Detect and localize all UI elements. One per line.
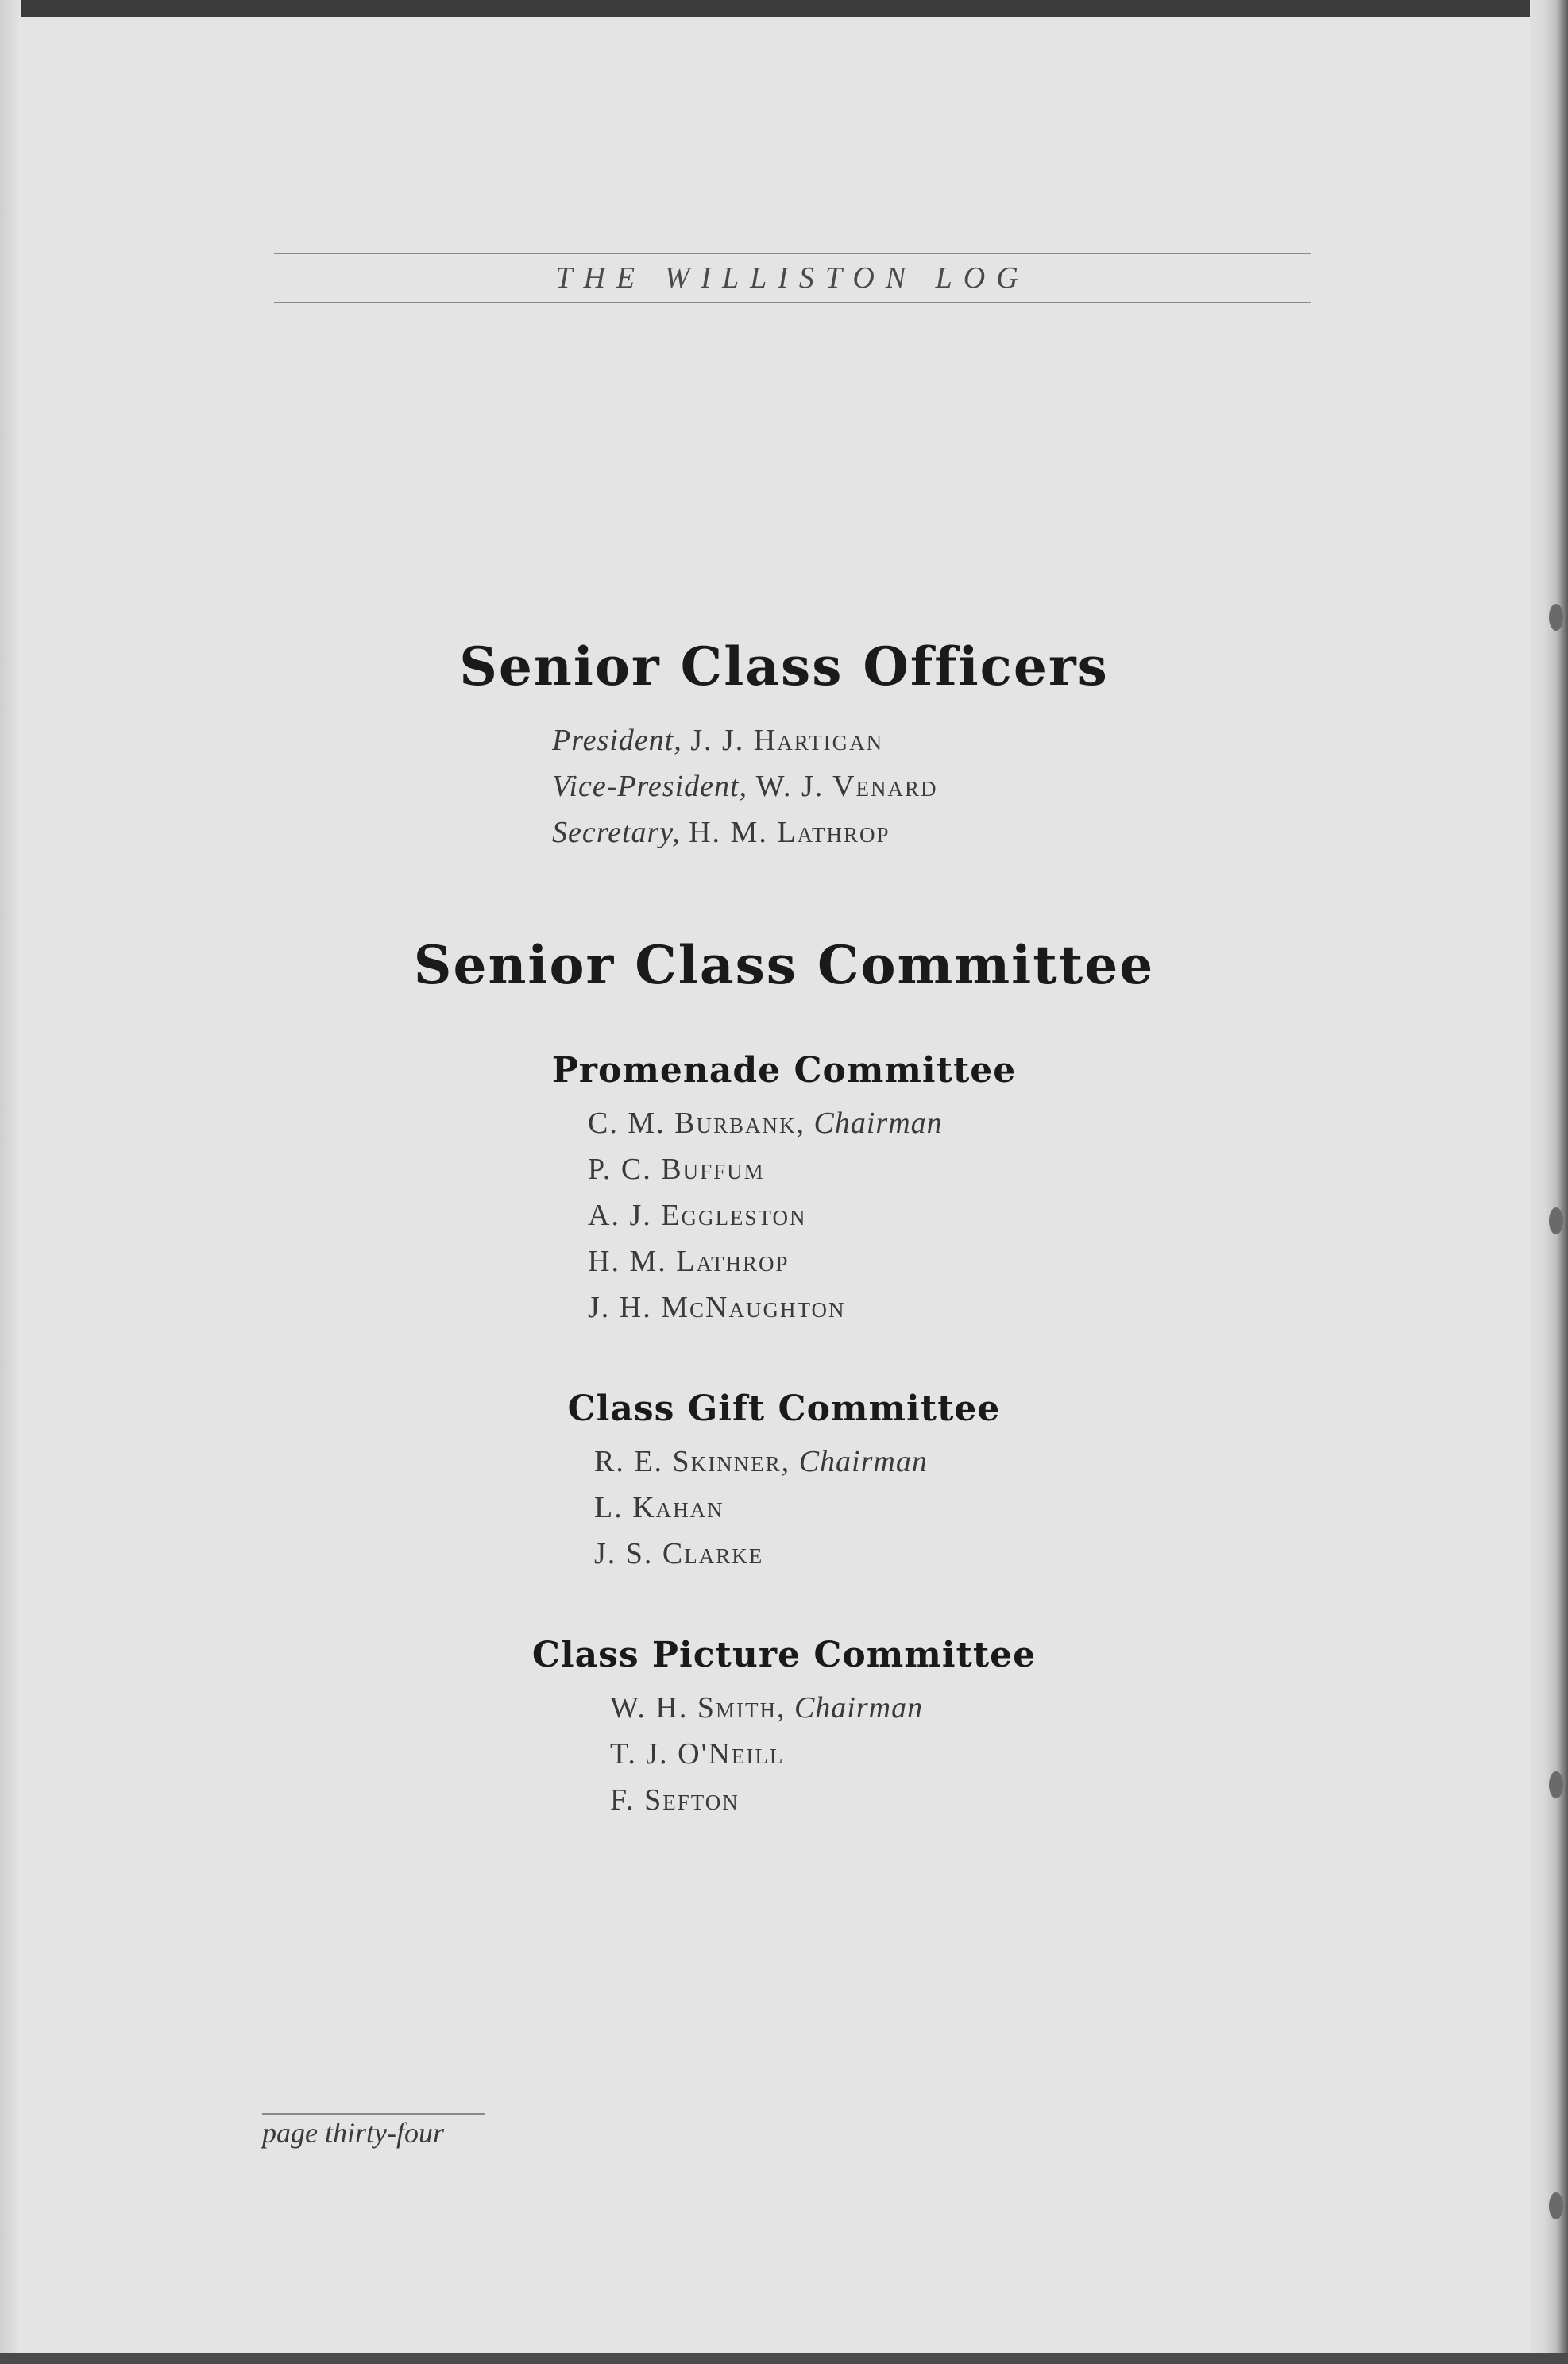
binding-hole [1549,1771,1563,1798]
committee-member: T. J. O'Neill [610,1737,785,1771]
officer-name: W. J. Venard [755,770,938,803]
gift-chair [594,1444,928,1479]
scan-border-left [0,0,21,2364]
page-edge [1530,0,1568,2364]
committee-member: H. M. Lathrop [588,1245,790,1278]
running-head-title: THE WILLISTON LOG [555,261,1029,295]
officer-role: Secretary, [552,816,681,849]
officer-row [552,815,890,850]
promenade-chair [588,1106,943,1141]
committee-member: F. Sefton [610,1783,740,1817]
promenade-heading: Promenade Committee [551,1050,1017,1091]
officer-role: President, [552,724,682,757]
binding-hole [1549,2192,1563,2219]
binding-hole [1549,1207,1563,1234]
officer-row [552,769,937,804]
committee-member: J. H. McNaughton [588,1291,846,1324]
officer-name: H. M. Lathrop [689,816,890,849]
chair-name: R. E. Skinner, [594,1445,791,1478]
officer-role: Vice-President, [552,770,748,803]
chair-role: Chairman [794,1691,924,1725]
officer-name: J. J. Hartigan [690,724,884,757]
chair-role: Chairman [798,1445,928,1478]
chair-name: W. H. Smith, [610,1691,786,1725]
page-number: page thirty-four [262,2117,444,2149]
picture-heading: Class Picture Committee [531,1635,1037,1675]
running-head [274,253,1311,303]
chair-name: C. M. Burbank, [588,1107,805,1140]
committee-member: A. J. Eggleston [588,1199,807,1232]
committee-member: J. S. Clarke [594,1537,764,1570]
committee-member: P. C. Buffum [588,1153,765,1186]
picture-chair [610,1690,923,1725]
scan-border-bottom [0,2353,1568,2364]
binding-hole [1549,604,1563,631]
officers-heading: Senior Class Officers [459,635,1109,697]
footer-rule [262,2113,485,2115]
officer-row [552,723,883,758]
scan-border-top [0,0,1568,17]
gift-heading: Class Gift Committee [567,1389,1001,1429]
committee-member: L. Kahan [594,1491,724,1524]
running-head-rule-bottom [274,302,1311,303]
chair-role: Chairman [813,1107,943,1140]
committee-heading: Senior Class Committee [413,934,1155,996]
